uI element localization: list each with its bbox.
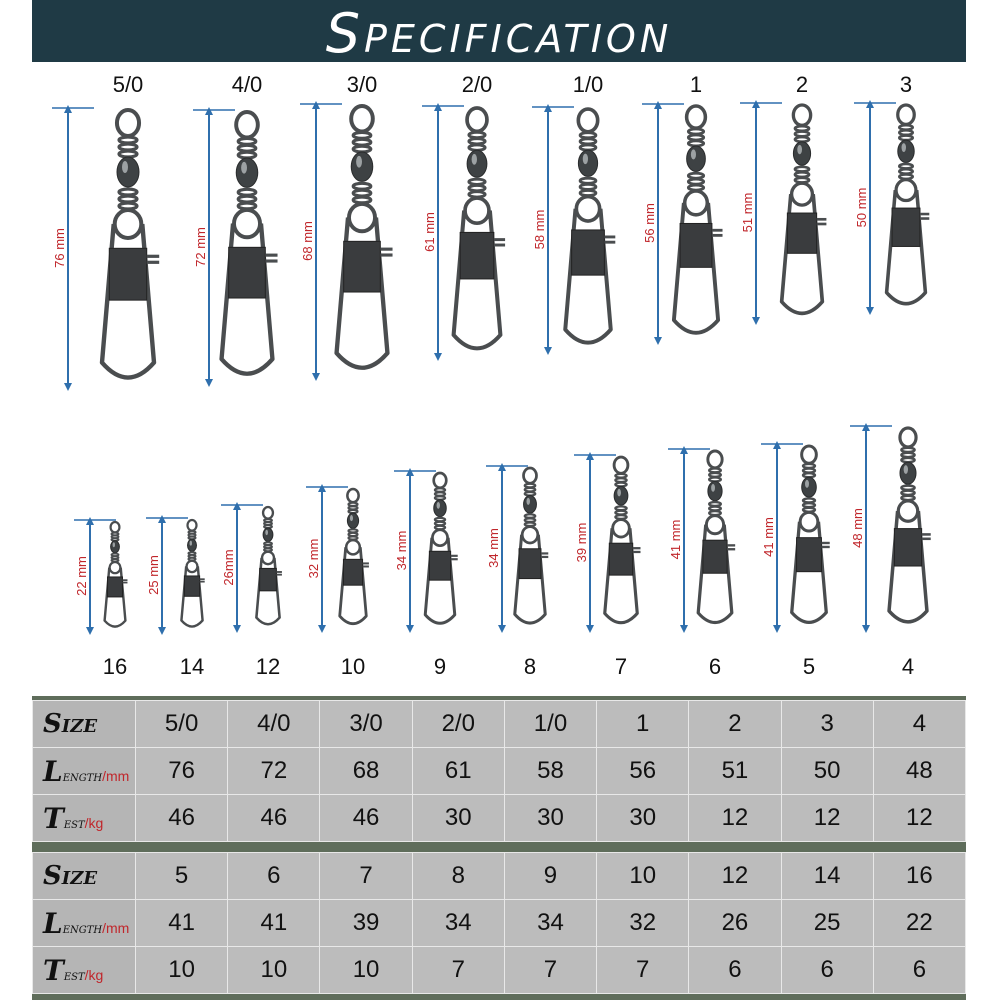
cell-length: 22 (873, 900, 965, 947)
size-label: 5 (802, 654, 816, 679)
table-row-length (33, 900, 966, 947)
size-label: 3 (899, 72, 913, 97)
cell-length: 61 (412, 748, 504, 795)
length-label: 56 mm (642, 203, 657, 243)
size-label: 14 (179, 654, 205, 679)
length-label: 61 mm (422, 212, 437, 252)
length-label-part: L (43, 906, 63, 940)
length-label: 25 mm (146, 555, 161, 595)
size-label: 16 (102, 654, 128, 679)
cell-size: 5/0 (136, 701, 228, 748)
bottom-row-swivel-10 (306, 487, 369, 679)
cell-length: 56 (597, 748, 689, 795)
cell-length: 41 (136, 900, 228, 947)
cell-test: 7 (597, 947, 689, 994)
size-label-text: Size (43, 709, 98, 739)
length-label-part: /mm (102, 919, 130, 936)
length-label: 34 mm (486, 528, 501, 568)
length-label: 32 mm (306, 538, 321, 579)
length-label: 72 mm (193, 227, 208, 267)
spec-table-1 (32, 700, 966, 842)
cell-test: 6 (873, 947, 965, 994)
cell-test: 10 (320, 947, 412, 994)
cell-test: 7 (412, 947, 504, 994)
length-label-part: ENGTH (62, 772, 103, 784)
top-row-swivel-3-0 (300, 72, 393, 377)
cell-length: 48 (873, 748, 965, 795)
cell-size: 4/0 (228, 701, 320, 748)
bottom-row-swivel-14 (146, 518, 205, 679)
test-label-part: EST (63, 971, 85, 983)
spec-tables (32, 696, 966, 1000)
top-row-swivel-2 (740, 72, 826, 321)
size-label: 1 (689, 72, 703, 97)
cell-length: 76 (136, 748, 228, 795)
top-row-swivel-2-0 (422, 72, 505, 357)
test-label-part: /kg (84, 966, 104, 983)
row-label-size (33, 853, 136, 900)
cell-size: 1 (597, 701, 689, 748)
size-label: 3/0 (346, 72, 378, 97)
length-label-part: ENGTH (62, 924, 103, 936)
cell-length: 50 (781, 748, 873, 795)
size-label: 1/0 (572, 72, 604, 97)
cell-size: 9 (504, 853, 596, 900)
test-label-part: T (43, 953, 64, 987)
cell-length: 68 (320, 748, 412, 795)
length-label: 34 mm (394, 530, 409, 571)
size-label: 12 (255, 654, 281, 679)
row-label-size (33, 701, 136, 748)
length-label: 22 mm (74, 556, 89, 596)
test-label-part: EST (63, 819, 85, 831)
length-label-part: L (43, 754, 63, 788)
size-label: 5/0 (112, 72, 144, 97)
cell-length: 51 (689, 748, 781, 795)
length-label: 68 mm (300, 221, 315, 261)
cell-test: 46 (228, 795, 320, 842)
bottom-row-swivel-5 (761, 444, 830, 679)
length-label: 51 mm (740, 192, 755, 233)
cell-test: 10 (228, 947, 320, 994)
spec-table-2 (32, 852, 966, 994)
cell-size: 3 (781, 701, 873, 748)
cell-size: 16 (873, 853, 965, 900)
size-label: 4 (901, 654, 915, 679)
table-row-size (33, 853, 966, 900)
length-label: 58 mm (532, 209, 547, 250)
bottom-row-swivel-4 (850, 426, 931, 679)
cell-size: 4 (873, 701, 965, 748)
top-row-swivel-1 (642, 72, 723, 341)
cell-size: 2 (689, 701, 781, 748)
bottom-row-swivel-8 (486, 466, 548, 679)
cell-length: 72 (228, 748, 320, 795)
cell-test: 12 (689, 795, 781, 842)
cell-size: 3/0 (320, 701, 412, 748)
length-label: 50 mm (854, 187, 869, 228)
size-label-text: Size (43, 861, 98, 891)
cell-length: 34 (504, 900, 596, 947)
size-label: 4/0 (231, 72, 263, 97)
cell-size: 12 (689, 853, 781, 900)
cell-test: 30 (412, 795, 504, 842)
row-label-length (33, 900, 136, 947)
cell-length: 39 (320, 900, 412, 947)
length-label: 41 mm (668, 519, 683, 560)
cell-test: 6 (781, 947, 873, 994)
bottom-row-swivel-6 (668, 449, 735, 679)
size-label: 2/0 (461, 72, 493, 97)
length-label: 76 mm (52, 228, 67, 268)
length-label-part: /mm (102, 767, 130, 784)
cell-size: 1/0 (504, 701, 596, 748)
swivel-diagram (0, 62, 1000, 696)
size-label: 8 (523, 654, 537, 679)
table-row-test (33, 795, 966, 842)
size-label: 6 (708, 654, 722, 679)
row-label-length (33, 748, 136, 795)
cell-test: 10 (136, 947, 228, 994)
table-row-test (33, 947, 966, 994)
bottom-row-swivel-12 (221, 505, 282, 679)
cell-length: 32 (597, 900, 689, 947)
bottom-row-swivel-7 (574, 455, 641, 679)
cell-test: 30 (597, 795, 689, 842)
cell-test: 30 (504, 795, 596, 842)
cell-test: 46 (136, 795, 228, 842)
cell-length: 26 (689, 900, 781, 947)
test-label-part: /kg (84, 814, 104, 831)
page-title: Specification (325, 2, 673, 65)
size-label: 7 (614, 654, 628, 679)
cell-size: 5 (136, 853, 228, 900)
length-label: 41 mm (761, 517, 776, 557)
length-label: 26mm (221, 549, 236, 586)
size-label: 9 (433, 654, 447, 679)
cell-length: 41 (228, 900, 320, 947)
table-row-length (33, 748, 966, 795)
cell-size: 14 (781, 853, 873, 900)
cell-size: 7 (320, 853, 412, 900)
cell-test: 12 (873, 795, 965, 842)
bottom-row-swivel-16 (74, 520, 127, 679)
cell-test: 6 (689, 947, 781, 994)
size-label: 2 (795, 72, 809, 97)
size-label: 10 (340, 654, 366, 679)
cell-length: 25 (781, 900, 873, 947)
cell-size: 8 (412, 853, 504, 900)
row-label-test (33, 795, 136, 842)
table-row-size (33, 701, 966, 748)
bottom-row-swivel-9 (394, 471, 458, 679)
cell-size: 10 (597, 853, 689, 900)
top-row-swivel-3 (854, 72, 929, 311)
cell-size: 6 (228, 853, 320, 900)
cell-length: 34 (412, 900, 504, 947)
cell-test: 12 (781, 795, 873, 842)
length-label: 39 mm (574, 522, 589, 563)
cell-test: 7 (504, 947, 596, 994)
cell-length: 58 (504, 748, 596, 795)
top-row-swivel-1-0 (532, 72, 615, 351)
length-label: 48 mm (850, 508, 865, 548)
top-row-swivel-4-0 (193, 72, 278, 383)
cell-size: 2/0 (412, 701, 504, 748)
header-banner (32, 0, 966, 65)
test-label-part: T (43, 801, 64, 835)
row-label-test (33, 947, 136, 994)
top-row-swivel-5-0 (52, 72, 159, 387)
cell-test: 46 (320, 795, 412, 842)
